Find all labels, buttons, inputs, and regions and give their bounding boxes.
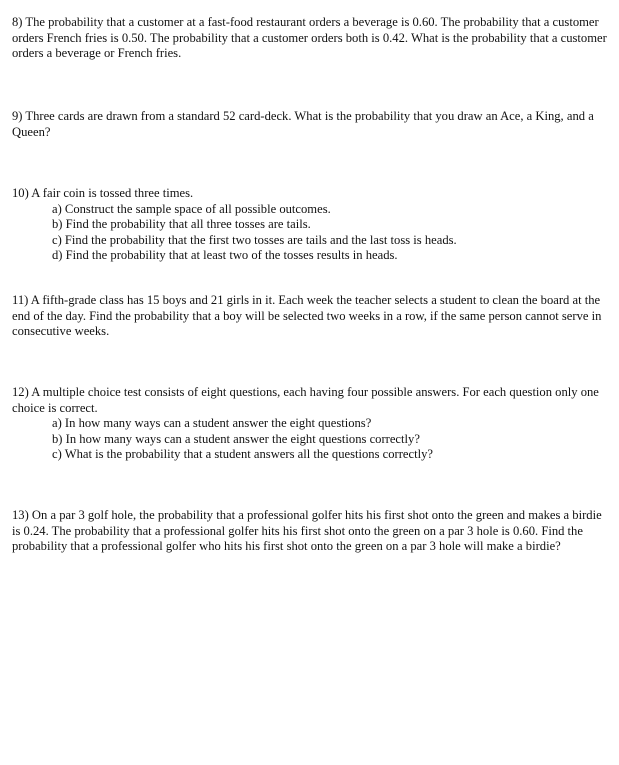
question-10-parts <box>12 202 610 264</box>
question-13 <box>12 508 610 555</box>
question-11-text: 11) A fifth-grade class has 15 boys and 21 girls in it. Each week the teacher selects a student to clean the board at the end of the day. Find the probability that a boy will be selected two weeks in a row, if the same person cannot serve in consecutive weeks. <box>12 293 602 339</box>
question-10-part-d: d) Find the probability that at least two of the tosses results in heads. <box>52 248 398 263</box>
question-9 <box>12 109 610 140</box>
question-12 <box>12 385 610 463</box>
question-12-parts <box>12 416 610 463</box>
question-10-text: 10) A fair coin is tossed three times. <box>12 186 194 200</box>
question-9-text: 9) Three cards are drawn from a standard 52 card-deck. What is the probability that you draw an Ace, a King, and a Queen? <box>12 109 594 139</box>
question-12-part-a: a) In how many ways can a student answer the eight questions? <box>52 416 372 431</box>
question-13-text: 13) On a par 3 golf hole, the probability that a professional golfer hits his first shot onto the green and makes a birdie is 0.24. The probability that a professional golfer hits his first shot onto the green on a par 3 hole is 0.60. Find the probability that a professional golfer who hits his first shot onto the green on a par 3 hole will make a birdie? <box>12 508 602 554</box>
question-8-text: 8) The probability that a customer at a fast-food restaurant orders a beverage is 0.60. The probability that a customer orders French fries is 0.50. The probability that a customer orders both is 0.42. What is the probability that a customer orders a beverage or French fries. <box>12 15 607 61</box>
question-12-text: 12) A multiple choice test consists of eight questions, each having four possible answers. For each question only one choice is correct. <box>12 385 599 415</box>
question-10-part-a: a) Construct the sample space of all possible outcomes. <box>52 201 331 216</box>
question-10-part-b: b) Find the probability that all three tosses are tails. <box>52 217 311 232</box>
question-8 <box>12 15 610 62</box>
question-12-part-c: c) What is the probability that a student answers all the questions correctly? <box>52 447 433 462</box>
question-10 <box>12 186 610 264</box>
question-12-part-b: b) In how many ways can a student answer the eight questions correctly? <box>52 431 420 446</box>
question-11 <box>12 293 610 340</box>
question-10-part-c: c) Find the probability that the first two tosses are tails and the last toss is heads. <box>52 232 457 247</box>
